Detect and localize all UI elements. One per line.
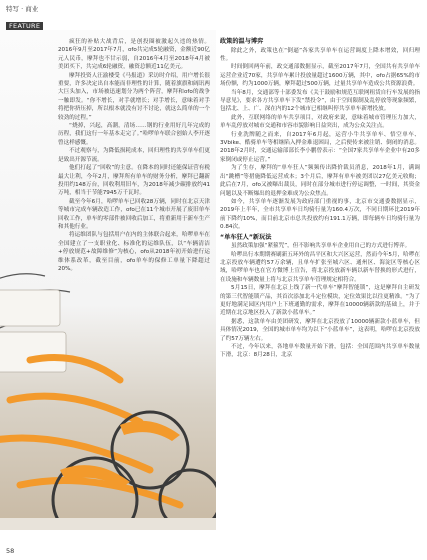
article-paragraph: 将运维团队与包括用户在内的主体联合起来，哈啰单车在全国建立了一支职业化、标准化的运维队伍，以“车辆清洁+停放规范+故障维修”为核心，ofo从2018年初开始进行运维体系改革，截至目前，ofo单车的保修工单量下降超过20%。 (58, 232, 210, 272)
sub-heading-policy: 政策的温与博弈 (220, 38, 264, 45)
article-paragraph: 时间倒回两年前，政交通部数据显示，截至2017年7月，全国共有共享单车运营企业近70家，共享单车累计投放量超过1600万辆，其中，ofo占据65%的市场份额，约为1000万辆，摩拜超过500万辆，过量共享单车造成公共资源浪费。 (220, 64, 420, 88)
article-paragraph: 为了生存，摩拜的“单车狂人”频频传出降价裁员消息，2018年1月，满调出“跳槽”等措施降低运营成本；3个月后，摩拜有单车被美团以27亿美元收购；此后在7月，ofo又被曝出裁员，同时在部分城市进行停运调整，一时间，其资金问题以及不断爆出的退押金难成为公众焦点。 (220, 165, 420, 197)
article-paragraph: 不过观察与，为降低损耗成本，回归理性的共享单车们更是致出开源节流。 (58, 148, 210, 163)
page-number: 58 (6, 547, 15, 555)
article-paragraph: 当年8月，交通部等十部委发布《关于鼓励和规范互联网租赁自行车发展的指导意见》，要求各方共享单车下发“禁投令”，由于空间限制及乱停放等现象频繁，包括北、上、广、深在内的12个城市已相继叫停共享单车新增投放。 (220, 89, 420, 113)
left-article-column (58, 38, 210, 273)
sidewalk-graphic (0, 518, 216, 530)
article-paragraph: “烧掉，兴起，高潮，清场……钢的行业用好几年完成的历程，我们这行一年基本走完了。”哈啰单车联合创始人李开逐曾这样感慨。 (58, 123, 210, 146)
article-paragraph: 疯狂的补贴大战背后，是创投圈被激起久违的热情。2016年9月至2017年7月，ofo共完成5轮融资，金额近90亿元人民币，摩拜也不甘示弱，自2016年4月至2018年4月被美团买下，共完成6轮融资，融资总额近11亿美元。 (58, 39, 210, 71)
article-paragraph: 他们打起了“回收”的主意。在降本的同时还能保证营有税最大让利，今年2月，摩拜所有单车的财务分析，摩拜已翻新投用约148万台，回收利用旧车，为2018年减少碳排放约41万吨，相当于节能7945万千瓦时。 (58, 165, 210, 197)
section-title-en: FEATURE (6, 22, 43, 30)
article-paragraph: 不过，今年以来，各地单车数量开始下滑，包括：全国范围内共享单车数量下滑，北京：8月28日，北京 (220, 344, 420, 359)
article-paragraph: 行业洗牌随之而来，自2017年6月起，运营小牛共享单车、悟空单车、3Vbike、酷骑单车等相继陷入押金难退困局，之后便传来被注销、倒闭的消息。2018年2月时，交通运输部部长李小鹏曾表示：“全国7家共享单车企业中有20多家倒闭或停止运营。” (220, 131, 420, 163)
article-paragraph: 此外，互联网络的单车共享项目，对政府来说，意味着城市管理压力加大，单车乱停放对城市交通和市容市貌影响日益突出，成为公众关注点。 (220, 114, 420, 130)
article-paragraph: 虽然政策加强“紧箍咒”，但不影响共享单车企业用自己的方式进行博弈。 (231, 243, 411, 250)
right-article-column (220, 38, 420, 360)
article-paragraph: 哈啰出行本期期赛刷新五环外的昌平区和大兴区运营，然而今年5月，哈啰在北京投放车辆遭约57万余辆，且单车扩张至城六区、通州区、海淀区等核心区域，哈啰单车也在官方微博上宣告，将北京投放新车辆以新车替换的形式进行，在设施和车辆数量上将与北京共享单车管理规定相符合。 (220, 251, 420, 283)
article-paragraph: 如今，共享单车逐渐发展为政府部门重视的事，北京市交通委数据显示，2019年上半年，全市共享单车日均骑行量为160.4万次，不同日期环比2019年前下降约10%，而目前北京市总共投放约有191.1万辆，即每辆车日均骑行量为0.84次。 (220, 198, 420, 231)
section-title-cn: 特写 · 商业 (6, 5, 39, 13)
article-paragraph: 截至今年6月，哈啰单车已回收28万辆，同时在北京天津等城市完成车辆改造工作，ofo已在11个城市开展了废旧单车回收工作，单车的零部件被回收后加工，将重新用于新车生产和其他行业。 (58, 198, 210, 230)
article-paragraph: 据悉，这款单车由美团研发，摩拜在北京投放了10000辆新款小蓝单车，但具体情况2019，全国的城市单车均为以下“小蓝单车”，这表明，哈啰在北京投放了约57万辆左右。 (220, 318, 420, 342)
section-header (6, 5, 66, 32)
article-paragraph: 摩拜投资人汪渝楼受《马报道》采访时介绍，用户增长很重要，许多决定出自本能而非理性的计算，随着旗旗和阔讯两大巨头加入，市场被迅速划分为两个阵营，摩拜和ofo的战争一触即发。“你不增长，对手就增长；对手增长，意味着对手将把你挤压掉，所以根本就没有讨不讨论，就这么简单的一个较劲的过程。” (58, 72, 210, 121)
article-paragraph: 5月15日，摩拜在北京上线了新一代单车“摩拜智能锁”，这是摩拜自主研发的第三代智能锁产品，其首次添加北斗定位模块，定位效果比以往更精准。“为了更好地满足园区内用户上下班通勤的需求，摩拜在10000辆新款的基础上，并于近期在北京地区投入了新款小蓝单车。” (220, 285, 420, 317)
sub-heading-new-play: “单车狂人”新玩法 (220, 233, 272, 241)
article-paragraph: 除此之外，政策也在“倒逼”各家共享单车在运营调度上降本增效，回归理性。 (220, 47, 420, 62)
